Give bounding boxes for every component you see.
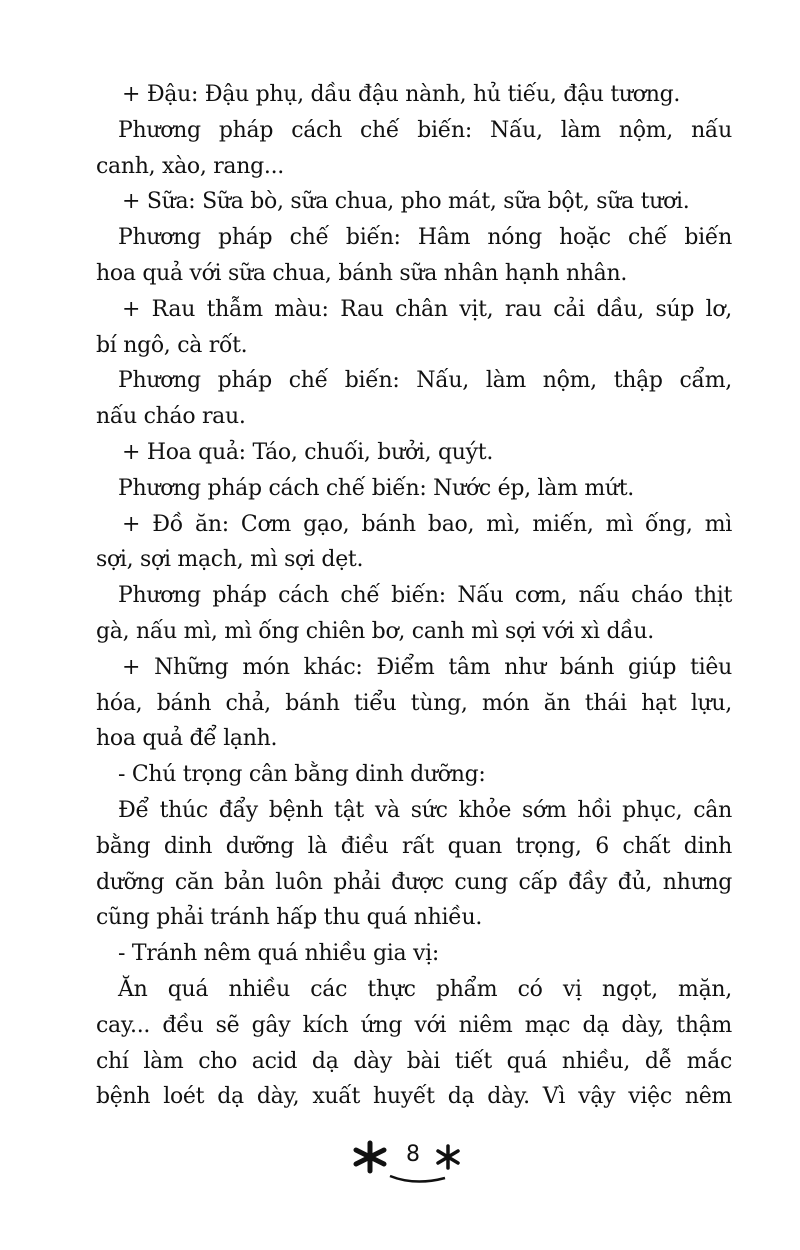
text-line: bệnh loét dạ dày, xuất huyết dạ dày. Vì vậy việc nêm xyxy=(96,1084,732,1110)
text-line: Phương pháp cách chế biến: Nấu cơm, nấu cháo thịt xyxy=(118,583,732,609)
text-line: Để thúc đẩy bệnh tật và sức khỏe sớm hồi phục, cân xyxy=(118,797,732,823)
text-line: + Những món khác: Điểm tâm như bánh giúp tiêu xyxy=(122,654,732,680)
text-line: - Chú trọng cân bằng dinh dưỡng: xyxy=(118,762,486,788)
text-line: hóa, bánh chả, bánh tiểu tùng, món ăn thái hạt lựu, xyxy=(96,690,732,716)
text-line: + Rau thẫm màu: Rau chân vịt, rau cải dầu, súp lơ, xyxy=(122,296,732,322)
page-footer xyxy=(350,1138,460,1188)
text-line: - Tránh nêm quá nhiều gia vị: xyxy=(118,941,439,967)
text-line: hoa quả với sữa chua, bánh sữa nhân hạnh nhân. xyxy=(96,260,628,286)
text-line: sợi, sợi mạch, mì sợi dẹt. xyxy=(96,547,364,573)
text-line: + Sữa: Sữa bò, sữa chua, pho mát, sữa bột, sữa tươi. xyxy=(122,189,690,215)
page-body xyxy=(96,77,732,1115)
text-line: + Hoa quả: Táo, chuối, bưởi, quýt. xyxy=(122,439,494,465)
asterisk-ornament-icon xyxy=(350,1138,460,1188)
text-line: cũng phải tránh hấp thu quá nhiều. xyxy=(96,905,483,931)
text-line: Ăn quá nhiều các thực phẩm có vị ngọt, mặn, xyxy=(118,976,732,1002)
text-line: Phương pháp cách chế biến: Nấu, làm nộm, nấu xyxy=(118,117,732,143)
text-line: cay... đều sẽ gây kích ứng với niêm mạc dạ dày, thậm xyxy=(96,1012,732,1038)
text-line: bí ngô, cà rốt. xyxy=(96,332,248,358)
text-line: + Đậu: Đậu phụ, dầu đậu nành, hủ tiếu, đậu tương. xyxy=(122,82,681,107)
text-line: + Đồ ăn: Cơm gạo, bánh bao, mì, miến, mì ống, mì xyxy=(122,511,732,537)
text-line: canh, xào, rang... xyxy=(96,153,284,179)
text-line: Phương pháp cách chế biến: Nước ép, làm mứt. xyxy=(118,475,634,501)
text-line: chí làm cho acid dạ dày bài tiết quá nhiều, dễ mắc xyxy=(96,1048,732,1074)
page-number: 8 xyxy=(406,1142,420,1167)
text-line: gà, nấu mì, mì ống chiên bơ, canh mì sợi với xì dầu. xyxy=(96,618,654,644)
text-line: Phương pháp chế biến: Hâm nóng hoặc chế biến xyxy=(118,225,732,251)
text-line: nấu cháo rau. xyxy=(96,404,246,430)
text-line: Phương pháp chế biến: Nấu, làm nộm, thập cẩm, xyxy=(118,368,732,394)
text-line: bằng dinh dưỡng là điều rất quan trọng, 6 chất dinh xyxy=(96,833,732,859)
text-line: dưỡng căn bản luôn phải được cung cấp đầy đủ, nhưng xyxy=(96,869,732,895)
text-line: hoa quả để lạnh. xyxy=(96,726,278,752)
